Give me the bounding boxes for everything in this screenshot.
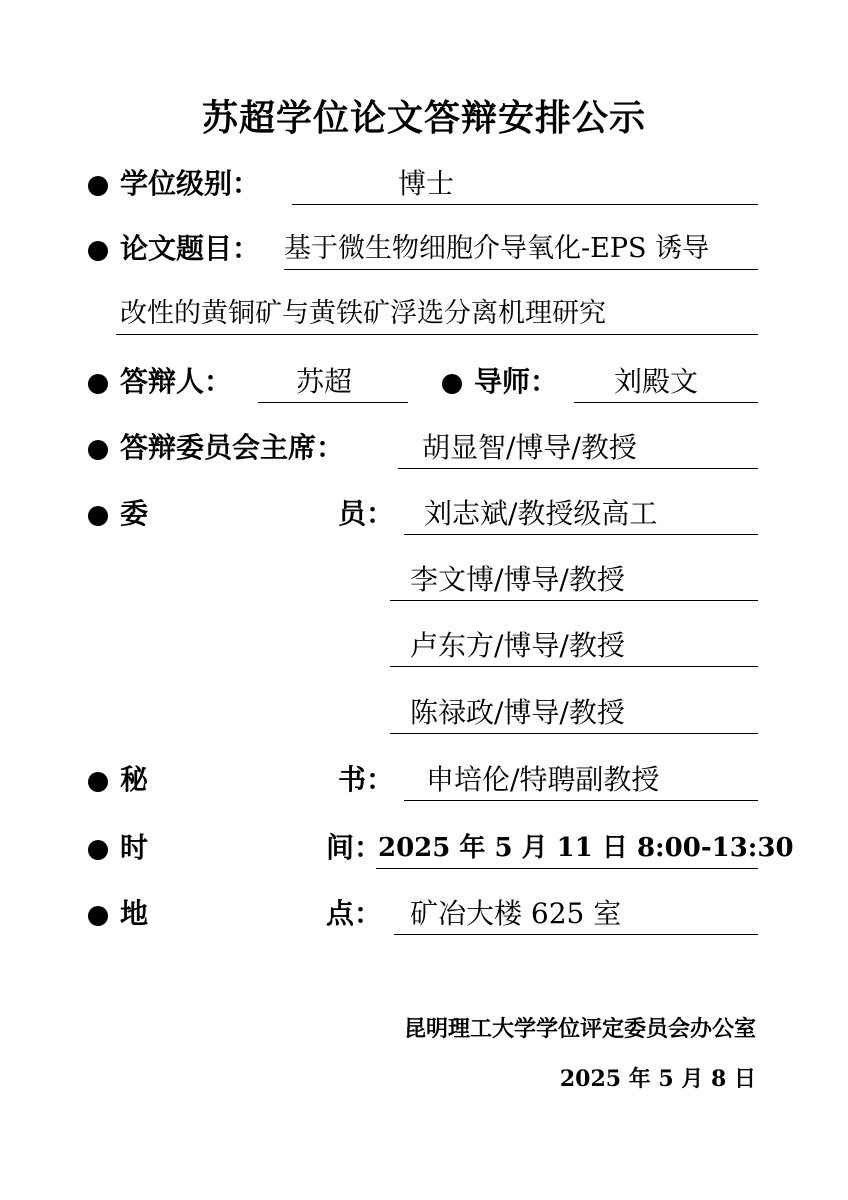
secretary-field	[404, 760, 758, 801]
place-label-left: 地	[120, 897, 149, 930]
page-title: 苏超学位论文答辩安排公示	[201, 98, 646, 139]
thesis-label: 论文题目：	[120, 232, 261, 265]
chair-row	[88, 428, 760, 468]
bullet-icon	[88, 440, 108, 460]
chair-field	[398, 428, 758, 469]
defendant-advisor-row	[88, 362, 760, 402]
bullet-icon	[88, 176, 108, 196]
member-field-1	[404, 494, 758, 535]
thesis-row	[88, 229, 760, 269]
bullet-icon	[88, 840, 108, 860]
time-value: 2025 年 5 月 11 日 8:00-13:30	[378, 833, 794, 863]
thesis-field-line1	[284, 229, 758, 270]
time-row	[88, 828, 794, 868]
footer-organization: 昆明理工大学学位评定委员会办公室	[403, 1016, 756, 1042]
degree-row	[88, 164, 760, 204]
bullet-icon	[88, 374, 108, 394]
secretary-label-right: 书：	[338, 763, 395, 796]
bullet-icon	[88, 241, 108, 261]
thesis-title-line1: 基于微生物细胞介导氧化-EPS 诱导	[284, 233, 710, 264]
secretary-label-left: 秘	[120, 763, 149, 796]
time-label-left: 时	[120, 831, 149, 864]
time-label-right: 间：	[326, 831, 383, 864]
time-field	[376, 828, 794, 869]
bullet-icon	[442, 374, 462, 394]
place-row	[88, 894, 760, 934]
member-field-4	[390, 693, 758, 734]
degree-label: 学位级别：	[120, 167, 261, 200]
member-field-3	[390, 626, 758, 667]
advisor-label: 导师：	[474, 365, 559, 398]
advisor-value: 刘殿文	[614, 365, 699, 398]
members-label-right: 员：	[338, 497, 395, 530]
bullet-icon	[88, 906, 108, 926]
secretary-row	[88, 760, 760, 800]
members-row-4	[88, 693, 760, 733]
defendant-value: 苏超	[296, 365, 353, 398]
members-label-left: 委	[120, 497, 149, 530]
secretary-value: 申培伦/特聘副教授	[426, 763, 660, 796]
thesis-row-2	[88, 294, 760, 334]
bullet-icon	[88, 506, 108, 526]
chair-label: 答辩委员会主席：	[120, 431, 345, 464]
advisor-field	[574, 362, 758, 403]
member-3: 卢东方/博导/教授	[410, 629, 625, 662]
member-field-2	[390, 560, 758, 601]
defendant-field	[258, 362, 408, 403]
degree-field	[292, 164, 758, 205]
members-row-2	[88, 560, 760, 600]
bullet-icon	[88, 772, 108, 792]
member-1: 刘志斌/教授级高工	[424, 497, 658, 530]
members-row	[88, 494, 760, 534]
footer-date: 2025 年 5 月 8 日	[559, 1066, 756, 1092]
defendant-label: 答辩人：	[120, 365, 233, 398]
thesis-title-line2: 改性的黄铜矿与黄铁矿浮选分离机理研究	[120, 298, 606, 329]
member-4: 陈禄政/博导/教授	[410, 696, 625, 729]
place-label-right: 点：	[326, 897, 383, 930]
place-value: 矿冶大楼 625 室	[410, 897, 622, 930]
place-field	[394, 894, 758, 935]
thesis-field-line2	[116, 294, 758, 335]
chair-value: 胡显智/博导/教授	[422, 431, 637, 464]
members-row-3	[88, 626, 760, 666]
member-2: 李文博/博导/教授	[410, 563, 625, 596]
degree-value: 博士	[398, 167, 455, 200]
